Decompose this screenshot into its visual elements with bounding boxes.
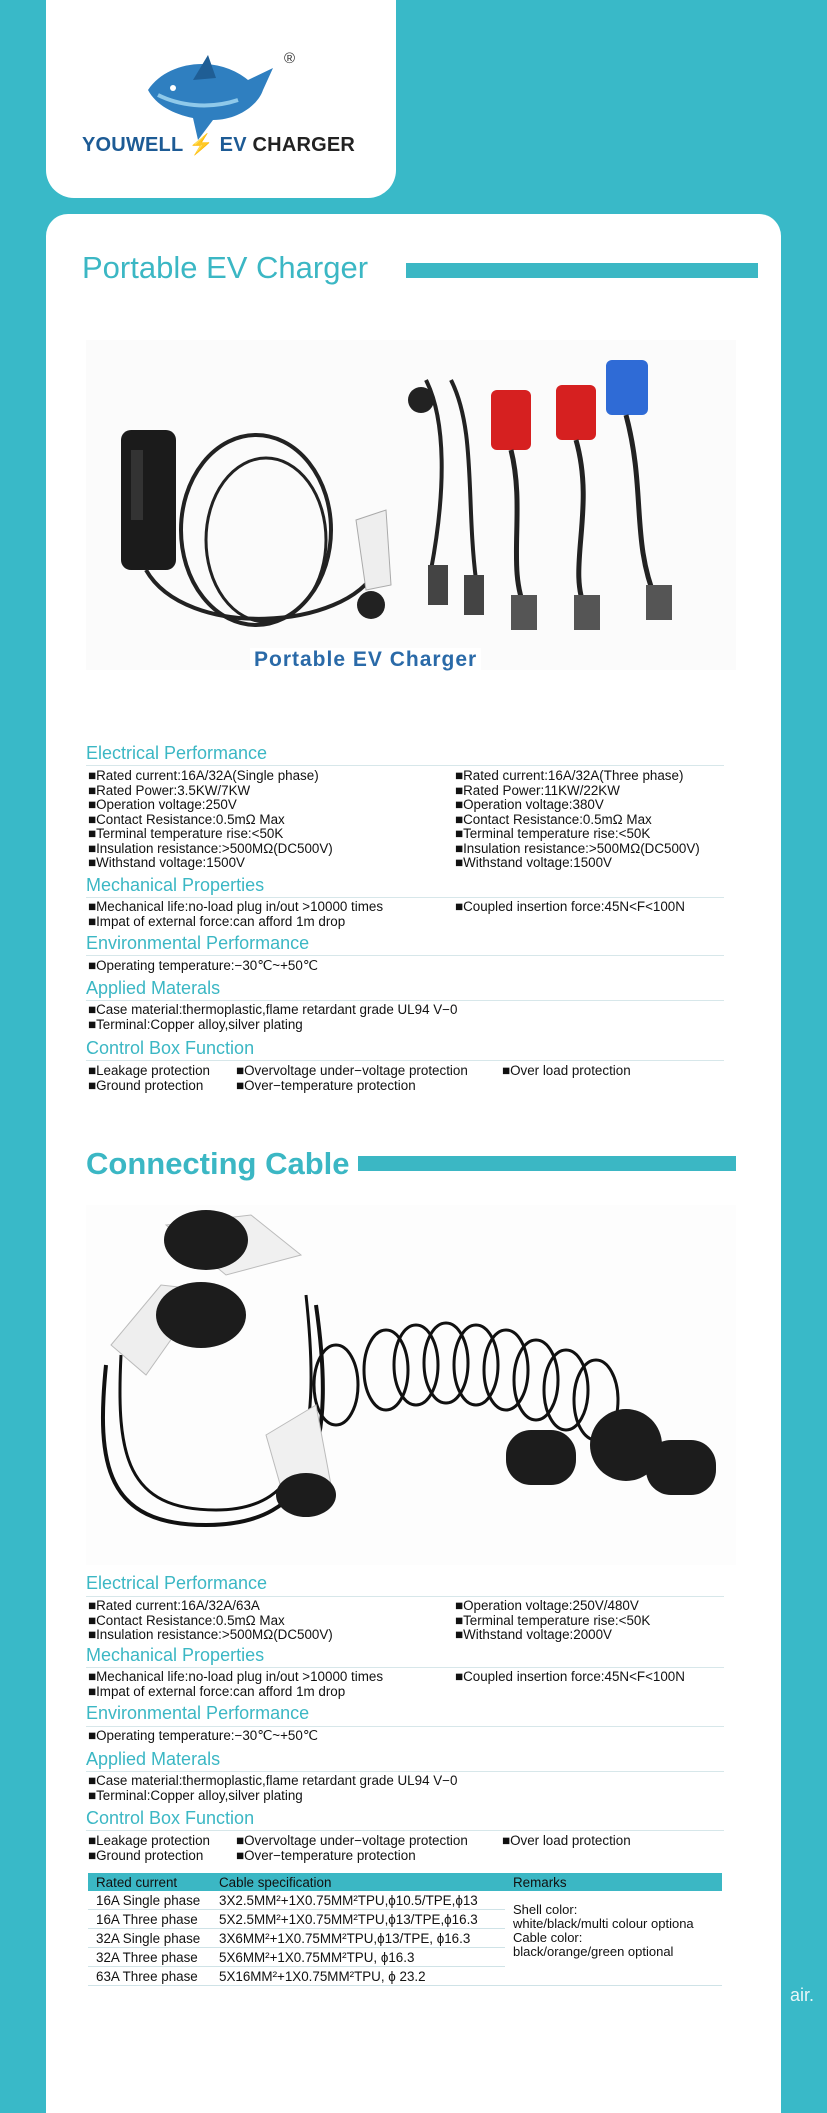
spec-line: ■Terminal temperature rise:<50K bbox=[455, 1612, 651, 1628]
spec-line: ■Terminal temperature rise:<50K bbox=[88, 826, 284, 841]
portable-electrical-right bbox=[455, 769, 700, 871]
table-header: Rated current bbox=[88, 1873, 211, 1891]
spec-line: ■Contact Resistance:0.5mΩ Max bbox=[455, 811, 652, 827]
cable-materials-heading: Applied Materals bbox=[86, 1749, 221, 1769]
cable-control-row2-b: ■Over−temperature protection bbox=[236, 1848, 416, 1863]
brand-name: YOUWELL bbox=[82, 134, 184, 156]
spec-line: ■Operation voltage:380V bbox=[455, 797, 604, 812]
portable-environmental-lines bbox=[88, 959, 318, 974]
table-cell: 32A Single phase bbox=[88, 1929, 211, 1948]
spec-line: ■Insulation resistance:>500MΩ(DC500V) bbox=[88, 1627, 333, 1642]
cable-control-heading: Control Box Function bbox=[86, 1808, 255, 1828]
portable-charger-photo bbox=[86, 340, 736, 670]
table-row bbox=[88, 1891, 722, 1910]
table-header: Remarks bbox=[505, 1873, 722, 1891]
portable-title: Portable EV Charger bbox=[82, 250, 369, 285]
cable-electrical-right bbox=[455, 1599, 650, 1643]
divider bbox=[86, 1830, 724, 1831]
table-cell: 16A Single phase bbox=[88, 1891, 211, 1910]
spec-line: ■Case material:thermoplastic,flame retardant grade UL94 V−0 bbox=[88, 1773, 458, 1788]
remark-line: black/orange/green optional bbox=[513, 1944, 674, 1959]
divider bbox=[86, 765, 724, 766]
table-header: Cable specification bbox=[211, 1873, 505, 1891]
cable-control-row2-a: ■Ground protection bbox=[88, 1848, 204, 1863]
remarks-cell bbox=[505, 1891, 722, 1986]
spec-line: ■Operating temperature:−30℃~+50℃ bbox=[88, 1728, 318, 1743]
portable-environmental-heading: Environmental Performance bbox=[86, 933, 310, 953]
connecting-cable-photo bbox=[86, 1205, 736, 1565]
table-header-row bbox=[88, 1873, 722, 1891]
brand-ev: EV bbox=[219, 134, 247, 156]
table-cell: 5X6MM²+1X0.75MM²TPU, ϕ16.3 bbox=[211, 1948, 505, 1967]
cable-environmental-heading: Environmental Performance bbox=[86, 1703, 310, 1723]
table-cell: 16A Three phase bbox=[88, 1910, 211, 1929]
spec-line: ■Rated Power:11KW/22KW bbox=[455, 782, 620, 798]
divider bbox=[86, 897, 724, 898]
spec-line: ■Terminal temperature rise:<50K bbox=[455, 826, 651, 841]
divider bbox=[86, 1060, 724, 1061]
table-cell: 5X16MM²+1X0.75MM²TPU, ϕ 23.2 bbox=[211, 1967, 505, 1986]
table-cell: 3X2.5MM²+1X0.75MM²TPU,ϕ10.5/TPE,ϕ13 bbox=[211, 1891, 505, 1910]
spec-line: ■Terminal:Copper alloy,silver plating bbox=[88, 1787, 303, 1803]
spec-line: ■Contact Resistance:0.5mΩ Max bbox=[88, 811, 285, 827]
spec-line: ■Operation voltage:250V bbox=[88, 797, 237, 812]
remark-line: white/black/multi colour optiona bbox=[513, 1916, 694, 1931]
cable-mechanical-left bbox=[88, 1670, 383, 1699]
portable-mechanical-heading: Mechanical Properties bbox=[86, 875, 265, 895]
spec-line: ■Case material:thermoplastic,flame retardant grade UL94 V−0 bbox=[88, 1002, 458, 1017]
cable-mechanical-heading: Mechanical Properties bbox=[86, 1645, 265, 1665]
registered-mark: ® bbox=[284, 50, 296, 67]
charger-illustration bbox=[86, 340, 736, 670]
cable-illustration bbox=[86, 1205, 736, 1565]
cable-materials-lines bbox=[88, 1774, 457, 1803]
spec-line: ■Rated current:16A/32A/63A bbox=[88, 1598, 260, 1613]
spec-line: ■Coupled insertion force:45N<F<100N bbox=[455, 1669, 685, 1684]
spec-line: ■Rated current:16A/32A(Single phase) bbox=[88, 768, 319, 783]
portable-mechanical-right bbox=[455, 900, 685, 915]
portable-control-row1-b: ■Overvoltage under−voltage protection bbox=[236, 1063, 468, 1078]
portable-materials-lines bbox=[88, 1003, 457, 1032]
watermark: air. bbox=[790, 1985, 815, 2005]
cable-electrical-left bbox=[88, 1599, 333, 1643]
portable-control-row1-a: ■Leakage protection bbox=[88, 1063, 210, 1078]
cable-spec-table bbox=[88, 1873, 722, 1986]
photo-caption: Portable EV Charger bbox=[250, 648, 481, 672]
cable-title: Connecting Cable bbox=[86, 1146, 350, 1181]
table-cell: 3X6MM²+1X0.75MM²TPU,ϕ13/TPE, ϕ16.3 bbox=[211, 1929, 505, 1948]
spec-line: ■Withstand voltage:1500V bbox=[88, 855, 245, 870]
portable-control-row2-a: ■Ground protection bbox=[88, 1078, 204, 1093]
table-cell: 5X2.5MM²+1X0.75MM²TPU,ϕ13/TPE,ϕ16.3 bbox=[211, 1910, 505, 1929]
spec-line: ■Withstand voltage:2000V bbox=[455, 1627, 612, 1642]
brand-charger: CHARGER bbox=[252, 134, 356, 156]
cable-control-row1-b: ■Overvoltage under−voltage protection bbox=[236, 1833, 468, 1848]
remark-line: Cable color: bbox=[513, 1930, 583, 1945]
spec-line: ■Coupled insertion force:45N<F<100N bbox=[455, 899, 685, 914]
portable-materials-heading: Applied Materals bbox=[86, 978, 221, 998]
spec-line: ■Impat of external force:can afford 1m drop bbox=[88, 1683, 346, 1699]
remark-line: Shell color: bbox=[513, 1902, 578, 1917]
portable-electrical-heading: Electrical Performance bbox=[86, 743, 268, 763]
divider bbox=[86, 1667, 724, 1668]
spec-line: ■Rated Power:3.5KW/7KW bbox=[88, 782, 251, 798]
title-bar bbox=[406, 263, 758, 278]
portable-control-row1-c: ■Over load protection bbox=[502, 1063, 631, 1078]
spec-line: ■Rated current:16A/32A(Three phase) bbox=[455, 768, 684, 783]
portable-mechanical-left bbox=[88, 900, 383, 929]
portable-electrical-left bbox=[88, 769, 333, 871]
cable-control-row1-c: ■Over load protection bbox=[502, 1833, 631, 1848]
spec-line: ■Operating temperature:−30℃~+50℃ bbox=[88, 958, 318, 973]
cable-control-row1-a: ■Leakage protection bbox=[88, 1833, 210, 1848]
cable-environmental-lines bbox=[88, 1729, 318, 1744]
bolt-icon: ⚡ bbox=[188, 134, 214, 156]
divider bbox=[86, 955, 724, 956]
table-cell: 32A Three phase bbox=[88, 1948, 211, 1967]
table-cell: 63A Three phase bbox=[88, 1967, 211, 1986]
portable-control-heading: Control Box Function bbox=[86, 1038, 255, 1058]
spec-line: ■Mechanical life:no-load plug in/out >10000 times bbox=[88, 1669, 384, 1684]
spec-line: ■Contact Resistance:0.5mΩ Max bbox=[88, 1612, 285, 1628]
shark-logo-icon bbox=[138, 50, 288, 140]
spec-line: ■Mechanical life:no-load plug in/out >10000 times bbox=[88, 899, 384, 914]
logo-card bbox=[46, 0, 396, 198]
brand-wordmark bbox=[82, 132, 355, 157]
title-bar bbox=[358, 1156, 736, 1171]
spec-line: ■Terminal:Copper alloy,silver plating bbox=[88, 1016, 303, 1032]
spec-line: ■Withstand voltage:1500V bbox=[455, 855, 612, 870]
spec-line: ■Impat of external force:can afford 1m drop bbox=[88, 913, 346, 929]
spec-line: ■Insulation resistance:>500MΩ(DC500V) bbox=[88, 840, 333, 856]
divider bbox=[86, 1596, 724, 1597]
spec-line: ■Operation voltage:250V/480V bbox=[455, 1598, 639, 1613]
portable-control-row2-b: ■Over−temperature protection bbox=[236, 1078, 416, 1093]
spec-line: ■Insulation resistance:>500MΩ(DC500V) bbox=[455, 840, 700, 856]
divider bbox=[86, 1771, 724, 1772]
cable-mechanical-right bbox=[455, 1670, 685, 1685]
divider bbox=[86, 1000, 724, 1001]
cable-electrical-heading: Electrical Performance bbox=[86, 1573, 268, 1593]
divider bbox=[86, 1726, 724, 1727]
